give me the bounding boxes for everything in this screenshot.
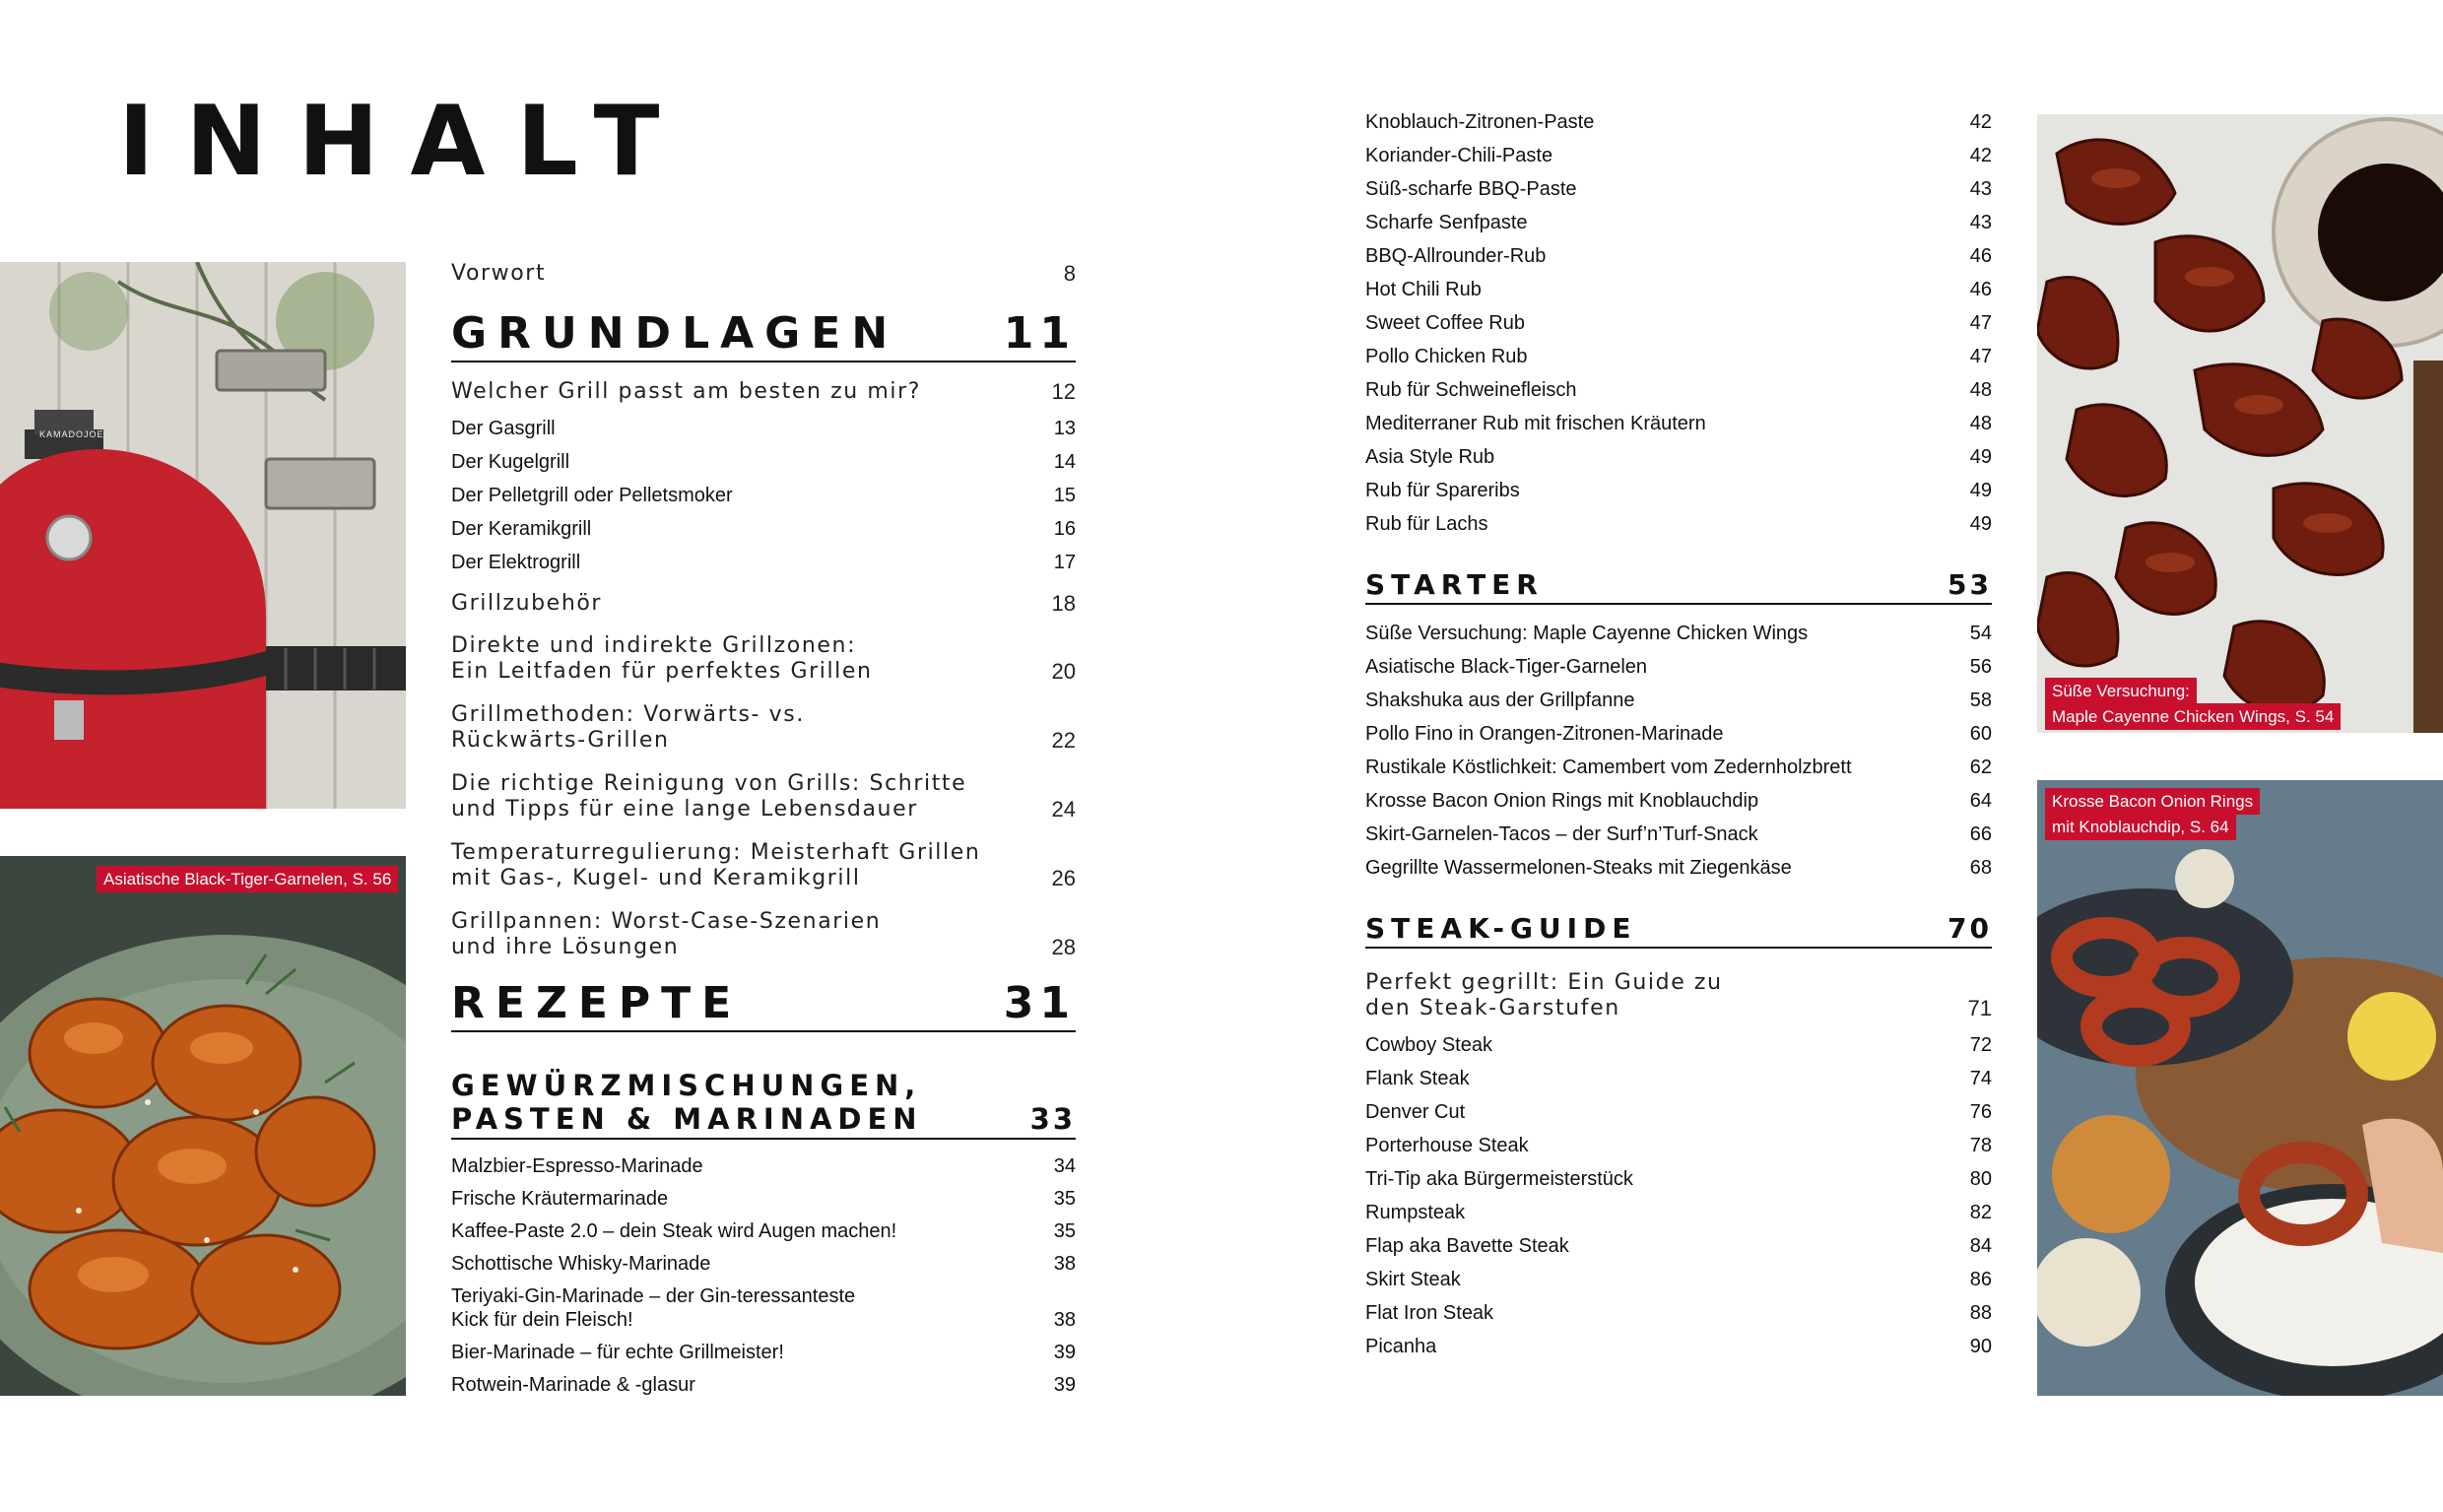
- toc-entry-label: Welcher Grill passt am besten zu mir?: [451, 379, 922, 404]
- section-heading-label: REZEPTE: [451, 978, 743, 1028]
- toc-entry-label: Die richtige Reinigung von Grills: Schritte und Tipps für eine lange Lebensdauer: [451, 771, 967, 822]
- toc-entry[interactable]: [1365, 1167, 1992, 1191]
- toc-entry[interactable]: [1365, 1301, 1992, 1325]
- toc-entry-page: 71: [1967, 996, 1992, 1020]
- wings-caption-line1: Süße Versuchung:: [2045, 678, 2197, 704]
- toc-entry-page: 84: [1969, 1235, 1992, 1257]
- toc-entry[interactable]: [1365, 1201, 1992, 1224]
- toc-entry-page: 58: [1969, 690, 1992, 711]
- toc-entry[interactable]: [1365, 278, 1992, 301]
- toc-entry[interactable]: [451, 1219, 1076, 1243]
- toc-entry[interactable]: [451, 1187, 1076, 1211]
- toc-entry-page: 35: [1053, 1188, 1076, 1210]
- section-heading-gewuerzmischungen[interactable]: [451, 1069, 1076, 1140]
- toc-entry-label: Grillmethoden: Vorwärts- vs. Rückwärts-Grillen: [451, 702, 805, 753]
- toc-entry-page: 46: [1969, 245, 1992, 267]
- toc-entry-label: Shakshuka aus der Grillpfanne: [1365, 690, 1635, 711]
- toc-entry-label: Der Kugelgrill: [451, 451, 570, 473]
- toc-entry-page: 15: [1053, 485, 1076, 506]
- section-heading-label: GRUNDLAGEN: [451, 308, 899, 359]
- toc-entry-label: Tri-Tip aka Bürgermeisterstück: [1365, 1168, 1633, 1190]
- toc-entry-page: 86: [1969, 1269, 1992, 1290]
- toc-entry-page: 56: [1969, 656, 1992, 678]
- toc-entry-label: Malzbier-Espresso-Marinade: [451, 1155, 703, 1177]
- toc-entry-page: 42: [1969, 111, 1992, 133]
- toc-entry-label: Rub für Lachs: [1365, 513, 1488, 535]
- toc-entry-page: 39: [1053, 1374, 1076, 1396]
- toc-entry[interactable]: [1365, 1234, 1992, 1258]
- toc-entry[interactable]: [1365, 1335, 1992, 1358]
- toc-entry-page: 14: [1053, 451, 1076, 473]
- toc-entry[interactable]: [451, 551, 1076, 574]
- toc-entry[interactable]: [1365, 1134, 1992, 1157]
- toc-entry[interactable]: [451, 1284, 1076, 1332]
- toc-entry-page: 62: [1969, 756, 1992, 778]
- toc-entry-label: Süß-scharfe BBQ-Paste: [1365, 178, 1577, 200]
- toc-entry-page: 82: [1969, 1202, 1992, 1223]
- toc-entry-page: 72: [1969, 1034, 1992, 1056]
- chicken-wings-illustration: [2037, 114, 2443, 733]
- toc-entry-page: 78: [1969, 1135, 1992, 1156]
- toc-entry-label: Temperaturregulierung: Meisterhaft Grillen mit Gas-, Kugel- und Keramikgrill: [451, 840, 981, 890]
- toc-entry-page: 8: [1063, 261, 1076, 286]
- toc-entry-label: Teriyaki-Gin-Marinade – der Gin-teressanteste Kick für dein Fleisch!: [451, 1285, 856, 1331]
- toc-entry-label: Süße Versuchung: Maple Cayenne Chicken Wings: [1365, 623, 1809, 644]
- toc-entry-label: Flat Iron Steak: [1365, 1302, 1494, 1324]
- toc-entry-label: Flap aka Bavette Steak: [1365, 1235, 1569, 1257]
- toc-entry-page: 42: [1969, 145, 1992, 166]
- toc-entry-page: 20: [1051, 659, 1076, 684]
- toc-entry[interactable]: [1365, 622, 1992, 645]
- toc-entry[interactable]: [1365, 970, 1992, 1021]
- toc-entry-page: 24: [1051, 797, 1076, 822]
- page-title: INHALT: [118, 86, 692, 198]
- grill-logo-text: KAMADOJOE: [39, 429, 104, 439]
- rings-caption-line2: mit Knoblauchdip, S. 64: [2045, 814, 2236, 840]
- section-heading-label: GEWÜRZMISCHUNGEN, PASTEN & MARINADEN: [451, 1069, 923, 1136]
- toc-entry-label: Krosse Bacon Onion Rings mit Knoblauchdip: [1365, 790, 1759, 812]
- toc-entry-label: Scharfe Senfpaste: [1365, 212, 1528, 233]
- toc-entry-label: Grillpannen: Worst-Case-Szenarien und ihre Lösungen: [451, 909, 882, 959]
- onion-rings-illustration: [2037, 780, 2443, 1396]
- toc-entry-page: 49: [1969, 513, 1992, 535]
- toc-entry-label: Picanha: [1365, 1336, 1437, 1357]
- toc-entry[interactable]: [1365, 211, 1992, 234]
- toc-entry[interactable]: [451, 1373, 1076, 1397]
- toc-entry[interactable]: [1365, 689, 1992, 712]
- toc-entry[interactable]: [1365, 1268, 1992, 1291]
- wings-photo: [2037, 114, 2443, 733]
- section-heading-page: 70: [1948, 912, 1992, 945]
- toc-entry[interactable]: [1365, 756, 1992, 779]
- toc-entry-label: Denver Cut: [1365, 1101, 1466, 1123]
- toc-entry-label: Rub für Schweinefleisch: [1365, 379, 1577, 401]
- section-heading-page: 11: [1003, 308, 1076, 359]
- wings-caption-line2: Maple Cayenne Chicken Wings, S. 54: [2045, 703, 2341, 730]
- toc-entry[interactable]: [451, 909, 1076, 960]
- toc-entry-page: 26: [1051, 866, 1076, 890]
- toc-entry-label: Knoblauch-Zitronen-Paste: [1365, 111, 1595, 133]
- toc-entry-page: 64: [1969, 790, 1992, 812]
- toc-entry-label: Schottische Whisky-Marinade: [451, 1253, 711, 1275]
- toc-entry[interactable]: [1365, 822, 1992, 846]
- toc-entry-page: 18: [1051, 591, 1076, 616]
- toc-entry-label: Perfekt gegrillt: Ein Guide zu den Steak-Garstufen: [1365, 970, 1723, 1020]
- toc-entry-page: 48: [1969, 413, 1992, 434]
- toc-entry-page: 46: [1969, 279, 1992, 300]
- toc-entry-label: Skirt-Garnelen-Tacos – der Surf’n’Turf-Snack: [1365, 823, 1758, 845]
- section-heading-page: 33: [1029, 1102, 1076, 1136]
- shrimp-photo: [0, 856, 406, 1396]
- toc-entry-label: Der Pelletgrill oder Pelletsmoker: [451, 485, 733, 506]
- toc-entry[interactable]: [1365, 789, 1992, 813]
- toc-entry-page: 22: [1051, 728, 1076, 753]
- toc-entry-page: 68: [1969, 857, 1992, 879]
- toc-entry[interactable]: [451, 1252, 1076, 1276]
- toc-entry[interactable]: [451, 484, 1076, 507]
- toc-entry-page: 28: [1051, 935, 1076, 959]
- toc-entry-page: 76: [1969, 1101, 1992, 1123]
- toc-entry-page: 88: [1969, 1302, 1992, 1324]
- toc-entry-label: Sweet Coffee Rub: [1365, 312, 1525, 334]
- toc-entry-label: Kaffee-Paste 2.0 – dein Steak wird Augen machen!: [451, 1220, 897, 1242]
- toc-entry-page: 60: [1969, 723, 1992, 745]
- toc-entry-label: Koriander-Chili-Paste: [1365, 145, 1553, 166]
- toc-entry-label: Flank Steak: [1365, 1068, 1470, 1089]
- toc-entry[interactable]: [451, 771, 1076, 822]
- grill-photo: [0, 262, 406, 809]
- toc-entry-label: Asiatische Black-Tiger-Garnelen: [1365, 656, 1648, 678]
- toc-entry-label: Rustikale Köstlichkeit: Camembert vom Zedernholzbrett: [1365, 756, 1852, 778]
- toc-entry-page: 54: [1969, 623, 1992, 644]
- toc-entry[interactable]: [1365, 345, 1992, 368]
- toc-entry-page: 17: [1053, 552, 1076, 573]
- toc-entry[interactable]: [1365, 1033, 1992, 1057]
- toc-entry[interactable]: [451, 840, 1076, 891]
- toc-entry-label: Porterhouse Steak: [1365, 1135, 1529, 1156]
- toc-entry-label: Bier-Marinade – für echte Grillmeister!: [451, 1342, 784, 1363]
- toc-entry[interactable]: [1365, 655, 1992, 679]
- toc-entry[interactable]: [1365, 1067, 1992, 1090]
- onion-rings-photo: [2037, 780, 2443, 1396]
- toc-entry[interactable]: [1365, 512, 1992, 536]
- shrimp-illustration: [0, 856, 406, 1396]
- toc-entry[interactable]: [451, 379, 1076, 405]
- shrimp-caption: Asiatische Black-Tiger-Garnelen, S. 56: [97, 866, 398, 892]
- toc-entry-vorwort[interactable]: [451, 261, 1076, 287]
- toc-entry-page: 66: [1969, 823, 1992, 845]
- toc-entry-label: Der Gasgrill: [451, 418, 556, 439]
- section-heading-rezepte[interactable]: [451, 980, 1076, 1032]
- toc-entry-page: 49: [1969, 480, 1992, 501]
- toc-entry-page: 74: [1969, 1068, 1992, 1089]
- toc-entry-label: Rub für Spareribs: [1365, 480, 1520, 501]
- toc-entry-page: 80: [1969, 1168, 1992, 1190]
- section-heading-starter[interactable]: [1365, 569, 1992, 605]
- toc-entry-page: 43: [1969, 178, 1992, 200]
- toc-entry[interactable]: [1365, 378, 1992, 402]
- toc-entry-label: Pollo Fino in Orangen-Zitronen-Marinade: [1365, 723, 1724, 745]
- toc-entry-label: Gegrillte Wassermelonen-Steaks mit Ziegenkäse: [1365, 857, 1792, 879]
- section-heading-steak-guide[interactable]: [1365, 913, 1992, 949]
- toc-entry[interactable]: [1365, 722, 1992, 746]
- toc-entry[interactable]: [1365, 311, 1992, 335]
- toc-entry-page: 90: [1969, 1336, 1992, 1357]
- toc-entry-label: Hot Chili Rub: [1365, 279, 1482, 300]
- toc-entry-label: BBQ-Allrounder-Rub: [1365, 245, 1547, 267]
- toc-entry-label: Asia Style Rub: [1365, 446, 1495, 468]
- toc-entry-page: 48: [1969, 379, 1992, 401]
- section-heading-label: STEAK-GUIDE: [1365, 912, 1637, 945]
- toc-entry[interactable]: [451, 450, 1076, 474]
- toc-entry-page: 47: [1969, 312, 1992, 334]
- section-heading-page: 31: [1003, 978, 1076, 1028]
- toc-entry-page: 43: [1969, 212, 1992, 233]
- toc-entry-page: 13: [1053, 418, 1076, 439]
- toc-entry-label: Frische Kräutermarinade: [451, 1188, 669, 1210]
- toc-entry-page: 38: [1053, 1253, 1076, 1275]
- kamado-grill-illustration: [0, 262, 406, 809]
- toc-entry[interactable]: [1365, 479, 1992, 502]
- toc-entry[interactable]: [1365, 144, 1992, 167]
- toc-entry[interactable]: [451, 633, 1076, 685]
- toc-entry[interactable]: [1365, 445, 1992, 469]
- toc-entry-page: 47: [1969, 346, 1992, 367]
- section-heading-page: 53: [1948, 568, 1992, 601]
- toc-entry-page: 35: [1053, 1220, 1076, 1242]
- toc-entry-label: Rotwein-Marinade & -glasur: [451, 1374, 695, 1396]
- toc-entry-label: Der Keramikgrill: [451, 518, 592, 540]
- toc-entry[interactable]: [451, 702, 1076, 754]
- toc-entry-page: 38: [1053, 1309, 1076, 1331]
- toc-entry-page: 39: [1053, 1342, 1076, 1363]
- toc-entry-page: 12: [1051, 379, 1076, 404]
- toc-entry[interactable]: [1365, 244, 1992, 268]
- toc-entry[interactable]: [451, 1341, 1076, 1364]
- toc-entry[interactable]: [451, 591, 1076, 617]
- toc-entry-label: Mediterraner Rub mit frischen Kräutern: [1365, 413, 1706, 434]
- toc-entry-label: Grillzubehör: [451, 591, 603, 616]
- toc-entry[interactable]: [1365, 110, 1992, 134]
- rings-caption-line1: Krosse Bacon Onion Rings: [2045, 788, 2260, 815]
- toc-entry[interactable]: [1365, 1100, 1992, 1124]
- section-heading-label: STARTER: [1365, 568, 1544, 601]
- toc-entry-label: Cowboy Steak: [1365, 1034, 1492, 1056]
- toc-entry-page: 49: [1969, 446, 1992, 468]
- toc-entry[interactable]: [1365, 412, 1992, 435]
- toc-entry-page: 16: [1053, 518, 1076, 540]
- section-heading-grundlagen[interactable]: [451, 310, 1076, 362]
- toc-entry-label: Vorwort: [451, 261, 547, 286]
- toc-entry[interactable]: [451, 517, 1076, 541]
- toc-entry[interactable]: [451, 1154, 1076, 1178]
- toc-entry-label: Skirt Steak: [1365, 1269, 1461, 1290]
- toc-entry-label: Direkte und indirekte Grillzonen: Ein Leitfaden für perfektes Grillen: [451, 633, 873, 684]
- toc-entry[interactable]: [1365, 177, 1992, 201]
- toc-entry-label: Pollo Chicken Rub: [1365, 346, 1528, 367]
- toc-entry-label: Rumpsteak: [1365, 1202, 1466, 1223]
- toc-entry-label: Der Elektrogrill: [451, 552, 581, 573]
- toc-entry[interactable]: [1365, 856, 1992, 880]
- toc-entry[interactable]: [451, 417, 1076, 440]
- toc-entry-page: 34: [1053, 1155, 1076, 1177]
